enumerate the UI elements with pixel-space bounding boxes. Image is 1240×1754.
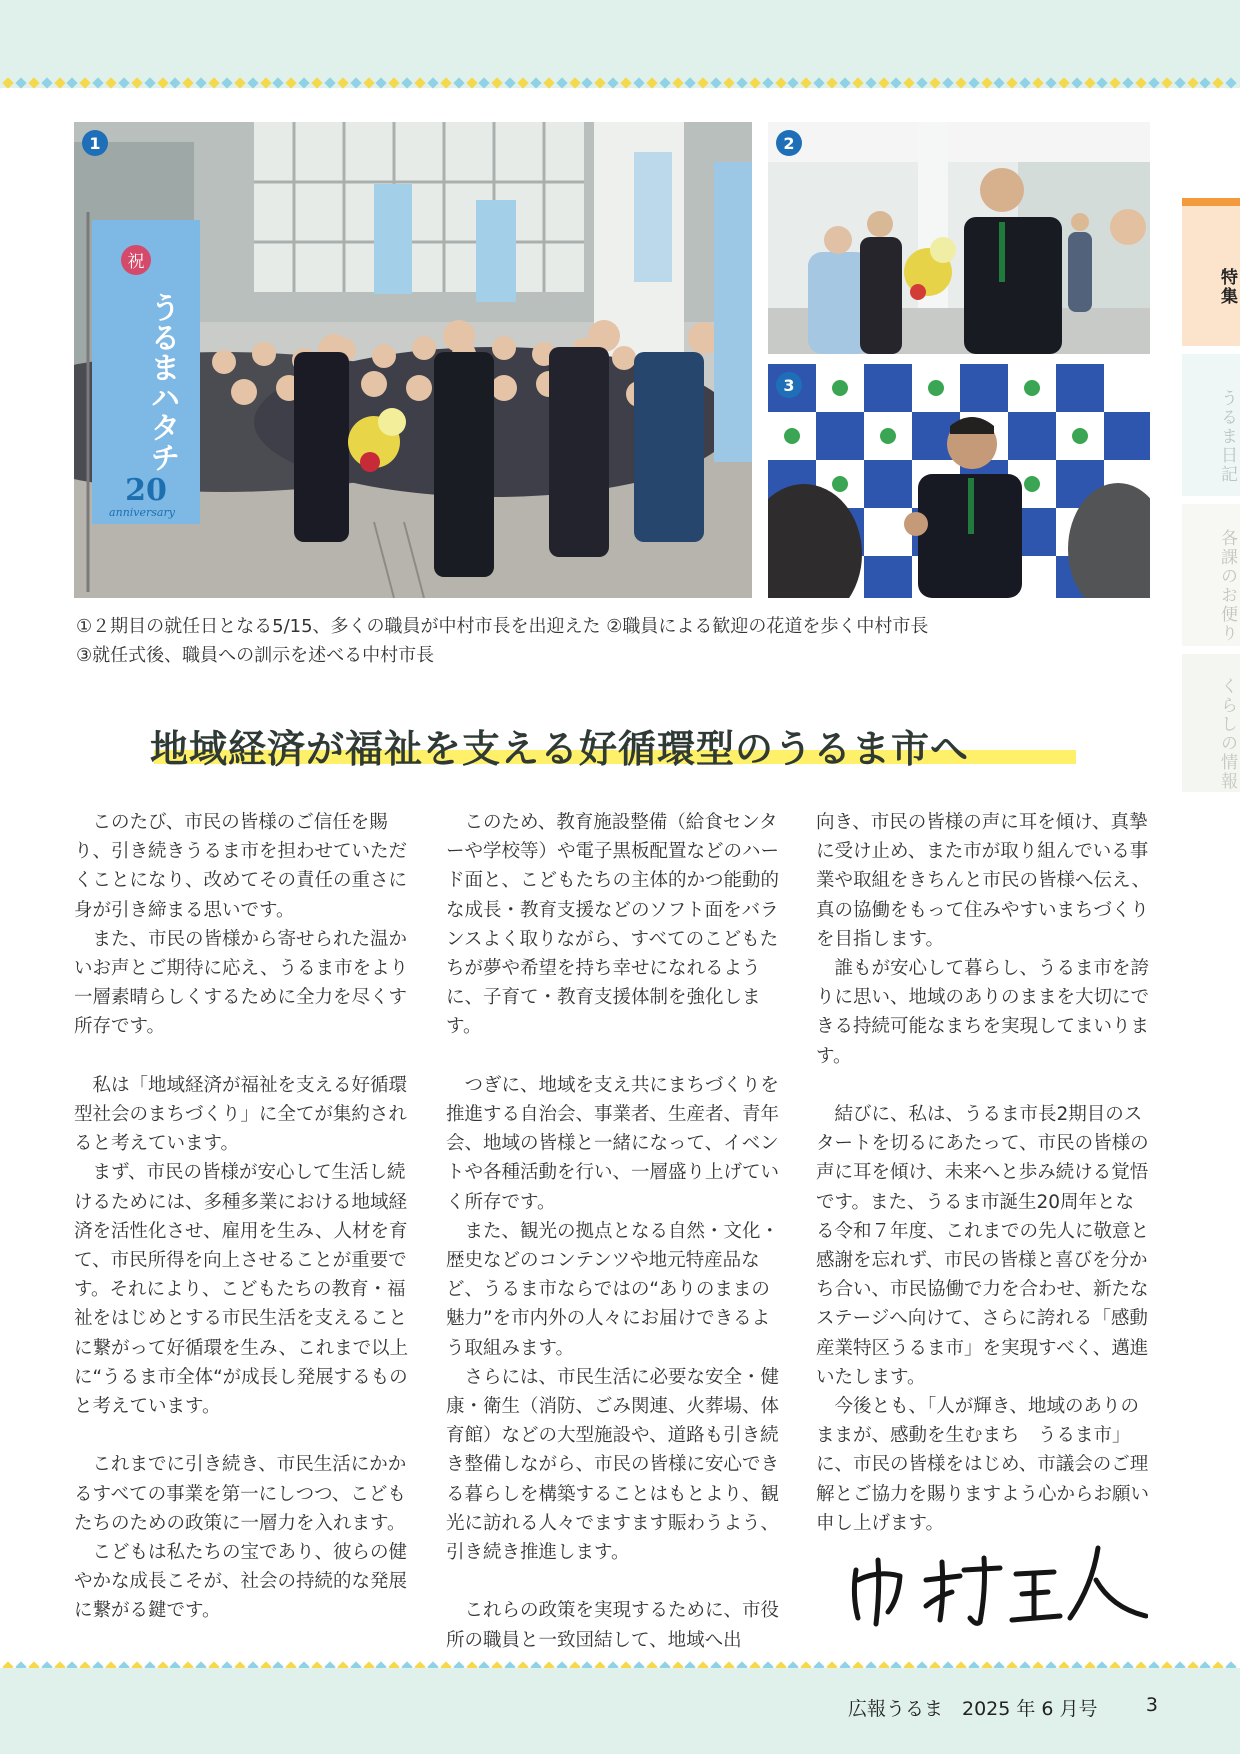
border-diamond: [1174, 77, 1185, 88]
border-diamond: [15, 77, 26, 88]
border-diamond: [955, 77, 966, 88]
photo-address-staff: [768, 364, 1150, 598]
border-diamond: [504, 77, 515, 88]
border-diamond: [131, 77, 142, 88]
paragraph: つぎに、地域を支え共にまちづくりを推進する自治会、事業者、生産者、青年会、地域の皆様と一緒になって、イベントや各種活動を行い、一層盛り上げていく所存です。: [446, 1074, 780, 1213]
border-diamond: [1019, 77, 1030, 88]
border-diamond: [1148, 77, 1159, 88]
border-diamond: [1045, 77, 1056, 88]
side-tab-uruma-diary[interactable]: うるま日記: [1182, 354, 1240, 496]
border-diamond: [414, 77, 425, 88]
border-diamond: [479, 77, 490, 88]
article-column-1: [74, 808, 409, 1626]
publication-issue: 広報うるま 2025 年 6 月号: [848, 1698, 1098, 1720]
top-band: [0, 0, 1240, 88]
border-diamond: [1032, 77, 1043, 88]
border-diamond: [1122, 77, 1133, 88]
border-diamond: [337, 77, 348, 88]
border-diamond: [994, 77, 1005, 88]
border-diamond: [839, 77, 850, 88]
border-diamond: [826, 77, 837, 88]
border-diamond: [286, 77, 297, 88]
border-diamond: [672, 77, 683, 88]
border-diamond: [1161, 77, 1172, 88]
side-tab-living-info[interactable]: くらしの情報: [1182, 654, 1240, 792]
paragraph: 向き、市民の皆様の声に耳を傾け、真摯に受け止め、また市が取り組んでいる事業や取組をきちんと市民の皆様へ伝え、真の協働をもって住みやすいまちづくりを目指します。: [816, 812, 1151, 950]
border-diamond: [67, 77, 78, 88]
border-diamond: [427, 77, 438, 88]
border-diamond: [788, 77, 799, 88]
border-diamond: [311, 77, 322, 88]
border-diamond: [92, 77, 103, 88]
photo-number-badge: 1: [82, 130, 108, 156]
article-column-2: [446, 808, 781, 1655]
border-diamond: [28, 77, 39, 88]
border-diamond: [595, 77, 606, 88]
mayor-signature: [848, 1540, 1148, 1630]
border-diamond: [389, 77, 400, 88]
border-diamond: [440, 77, 451, 88]
article-column-3: [816, 808, 1151, 1538]
caption-line: ①２期目の就任日となる5/15、多くの職員が中村市長を出迎えた ②職員による歓迎の花道を歩く中村市長: [76, 616, 929, 637]
photo-caption: [76, 612, 1036, 670]
border-diamond: [466, 77, 477, 88]
photo-number-badge: 3: [776, 372, 802, 398]
border-diamond: [942, 77, 953, 88]
border-diamond: [1200, 77, 1211, 88]
photo-welcome-crowd: [74, 122, 752, 598]
border-diamond: [556, 77, 567, 88]
paragraph: こどもは私たちの宝であり、彼らの健やかな成長こそが、社会の持続的な発展に繋がる鍵です。: [74, 1542, 408, 1622]
border-diamond: [762, 77, 773, 88]
border-diamond: [582, 77, 593, 88]
border-diamond: [260, 77, 271, 88]
paragraph: また、観光の拠点となる自然・文化・歴史などのコンテンツや地元特産品など、うるま市ならではの“ありのままの魅力”を市内外の人々にお届けできるよう取組みます。: [446, 1220, 780, 1359]
border-diamond: [916, 77, 927, 88]
border-diamond: [543, 77, 554, 88]
border-diamond: [1187, 77, 1198, 88]
border-diamond: [105, 77, 116, 88]
footer: [848, 1694, 1158, 1721]
paragraph: まず、市民の皆様が安心して生活し続けるためには、多種多業における地域経済を活性化させ、雇用を生み、人材を育て、市民所得を向上させることが重要です。それにより、こどもたちの教育・福祉をはじめとする市民生活を支えることに繋がって好循環を生み、これまで以上に“うるま市全体“が成長し発展するものと考えています。: [74, 1162, 409, 1418]
border-diamond: [183, 77, 194, 88]
border-diamond: [298, 77, 309, 88]
top-diamond-border: [4, 76, 1236, 90]
paragraph: このため、教育施設整備（給食センターや学校等）や電子黒板配置などのハード面と、こどもたちの主体的かつ能動的な成長・教育支援などのソフト面をバランスよく取りながら、すべてのこどもたちが夢や希望を持ち幸せになれるように、子育て・教育支援体制を強化します。: [446, 812, 780, 1038]
border-diamond: [80, 77, 91, 88]
border-diamond: [376, 77, 387, 88]
border-diamond: [659, 77, 670, 88]
border-diamond: [646, 77, 657, 88]
border-diamond: [813, 77, 824, 88]
border-diamond: [607, 77, 618, 88]
border-diamond: [801, 77, 812, 88]
border-diamond: [247, 77, 258, 88]
border-diamond: [981, 77, 992, 88]
border-diamond: [118, 77, 129, 88]
border-diamond: [1213, 77, 1224, 88]
border-diamond: [401, 77, 412, 88]
paragraph: また、市民の皆様から寄せられた温かいお声とご期待に応え、うるま市をより一層素晴らしくするために全力を尽くす所存です。: [74, 928, 409, 1038]
border-diamond: [2, 77, 13, 88]
border-diamond: [195, 77, 206, 88]
border-diamond: [633, 77, 644, 88]
photo-number-badge: 2: [776, 130, 802, 156]
paragraph: これらの政策を実現するために、市役所の職員と一致団結して、地域へ出: [446, 1600, 780, 1651]
border-diamond: [749, 77, 760, 88]
paragraph: このたび、市民の皆様のご信任を賜り、引き続きうるま市を担わせていただくことになり、改めてその責任の重さに身が引き締まる思いです。: [74, 812, 408, 921]
border-diamond: [1225, 77, 1236, 88]
border-diamond: [929, 77, 940, 88]
border-diamond: [1071, 77, 1082, 88]
banner-text: うるまハタチ: [144, 292, 180, 472]
border-diamond: [1007, 77, 1018, 88]
border-diamond: [1084, 77, 1095, 88]
border-diamond: [157, 77, 168, 88]
border-diamond: [453, 77, 464, 88]
banner-number: 20: [125, 473, 167, 508]
paragraph: さらには、市民生活に必要な安全・健康・衛生（消防、ごみ関連、火葬場、体育館）などの大型施設や、道路も引き続き整備しながら、市民の皆様に安心できる暮らしを構築することはもとより、観光に訪れる人々でますます賑わうよう、引き続き推進します。: [446, 1366, 780, 1564]
banner-mark: 祝: [127, 252, 145, 272]
border-diamond: [324, 77, 335, 88]
border-diamond: [492, 77, 503, 88]
border-diamond: [170, 77, 181, 88]
border-diamond: [698, 77, 709, 88]
paragraph: これまでに引き続き、市民生活にかかるすべての事業を第一にしつつ、こどもたちのための政策に一層力を入れます。: [74, 1454, 407, 1534]
border-diamond: [620, 77, 631, 88]
border-diamond: [234, 77, 245, 88]
border-diamond: [1110, 77, 1121, 88]
paragraph: 今後とも、「人が輝き、地域のありのままが、感動を生むまち うるま市」に、市民の皆様をはじめ、市議会のご理解とご協力を賜りますよう心からお願い申し上げます。: [816, 1396, 1150, 1534]
border-diamond: [208, 77, 219, 88]
paragraph: 結びに、私は、うるま市長2期目のスタートを切るにあたって、市民の皆様の声に耳を傾け、未来へと歩み続ける覚悟です。また、うるま市誕生20周年となる令和７年度、これまでの先人に敬意と感謝を忘れず、市民の皆様と喜びを分かち合い、市民協働で力を合わせ、新たなステージへ向けて、さらに誇れる「感動産業特区うるま市」を実現すべく、邁進いたします。: [816, 1104, 1150, 1388]
border-diamond: [904, 77, 915, 88]
border-diamond: [775, 77, 786, 88]
page-number: 3: [1145, 1694, 1158, 1716]
border-diamond: [530, 77, 541, 88]
border-diamond: [852, 77, 863, 88]
border-diamond: [865, 77, 876, 88]
photo-flower-walkway: [768, 122, 1150, 354]
border-diamond: [1097, 77, 1108, 88]
border-diamond: [878, 77, 889, 88]
headline: 地域経済が福祉を支える好循環型のうるま市へ: [150, 727, 970, 771]
border-diamond: [221, 77, 232, 88]
border-diamond: [144, 77, 155, 88]
border-diamond: [723, 77, 734, 88]
border-diamond: [1135, 77, 1146, 88]
border-diamond: [685, 77, 696, 88]
border-diamond: [54, 77, 65, 88]
paragraph: 私は「地域経済が福祉を支える好循環型社会のまちづくり」に全てが集約されると考えています。: [74, 1074, 408, 1155]
border-diamond: [41, 77, 52, 88]
border-diamond: [710, 77, 721, 88]
border-diamond: [569, 77, 580, 88]
side-tab-department-news[interactable]: 各課のお便り: [1182, 504, 1240, 646]
border-diamond: [517, 77, 528, 88]
border-diamond: [736, 77, 747, 88]
border-diamond: [350, 77, 361, 88]
border-diamond: [1058, 77, 1069, 88]
banner-sub: anniversary: [109, 506, 175, 519]
border-diamond: [273, 77, 284, 88]
caption-line: ③就任式後、職員への訓示を述べる中村市長: [76, 645, 435, 666]
paragraph: 誰もが安心して暮らし、うるま市を誇りに思い、地域のありのままを大切にできる持続可能なまちを実現してまいります。: [816, 958, 1150, 1067]
border-diamond: [363, 77, 374, 88]
headline-block: [150, 718, 1080, 770]
border-diamond: [891, 77, 902, 88]
side-tab-feature[interactable]: 特集: [1182, 198, 1240, 346]
border-diamond: [968, 77, 979, 88]
